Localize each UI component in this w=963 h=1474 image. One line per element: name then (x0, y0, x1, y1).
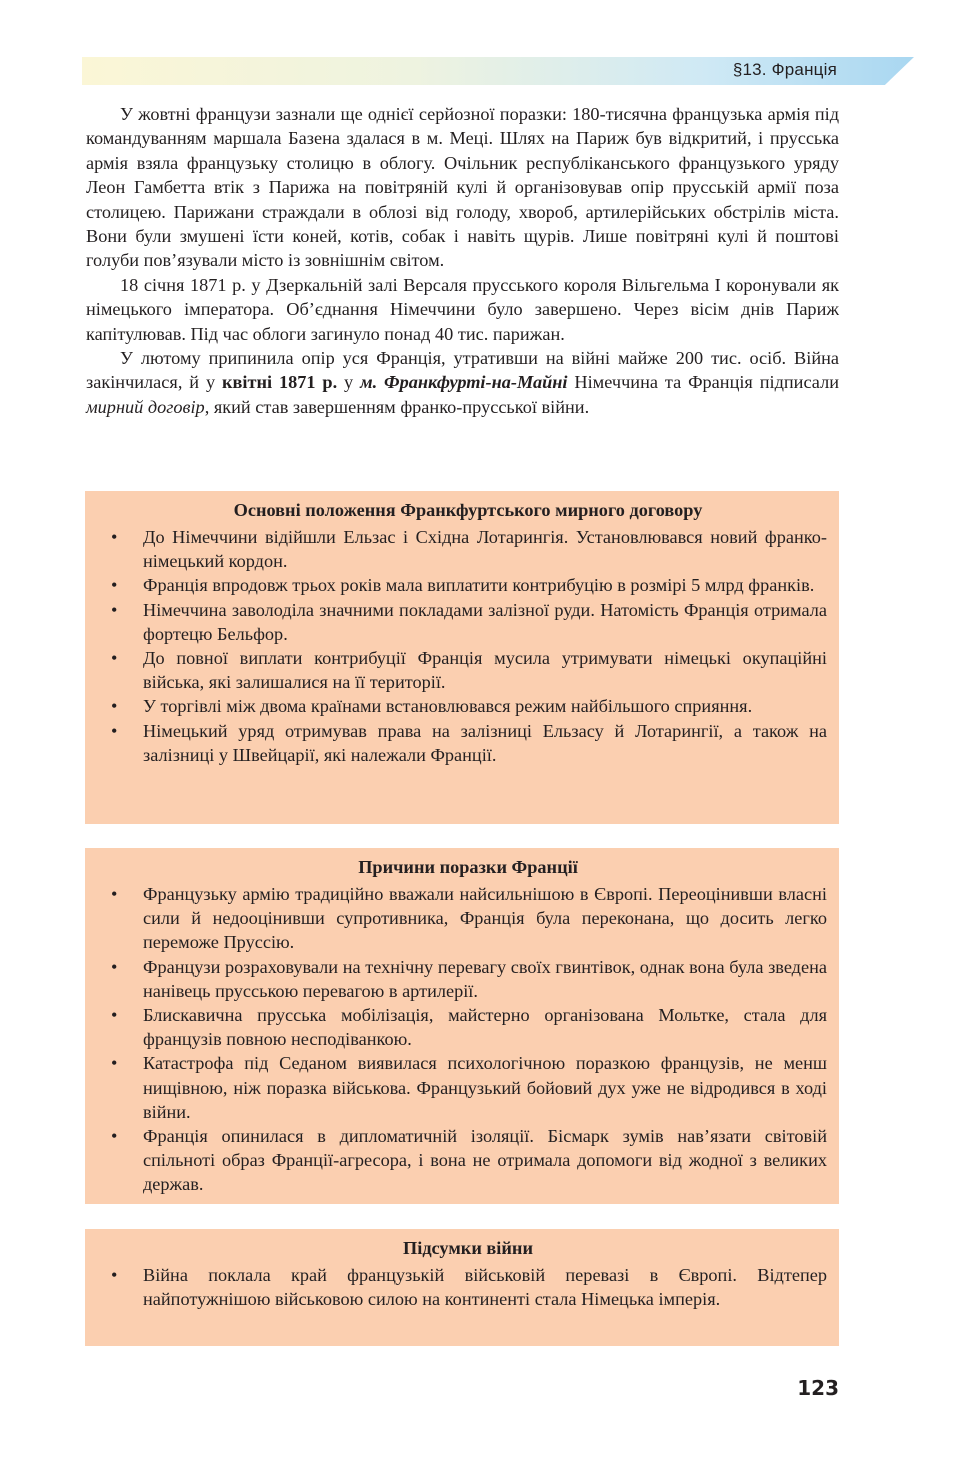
list-item-text: Німеччина заволоділа значними покладами залізної руди. Натомість Франція отримала фортецю Бельфор. (143, 599, 827, 644)
paragraph (86, 346, 839, 419)
list-item (109, 882, 827, 955)
list-item (109, 1124, 827, 1197)
bullet-icon: • (111, 884, 118, 904)
main-text (86, 102, 839, 419)
list-item (109, 955, 827, 1003)
list-item (109, 1263, 827, 1311)
treaty-box (85, 491, 839, 824)
bullet-icon: • (111, 575, 118, 596)
bullet-icon: • (111, 1053, 118, 1074)
text-run: у (337, 372, 361, 393)
list-item-text: Німецький уряд отримував права на залізниці Ельзасу й Лотарингії, а також на залізниці у Швейцарії, які належали Франції. (143, 720, 827, 765)
bold-italic-place: м. Франкфурті-на-Майні (360, 372, 568, 393)
list-item (109, 646, 827, 694)
list-item (109, 1051, 827, 1124)
bullet-icon: • (111, 1005, 118, 1026)
list-item (109, 1003, 827, 1051)
box-title: Основні положення Франкфуртського мирного договору (233, 500, 703, 520)
bullet-icon: • (111, 956, 118, 977)
text-run: У лютому припинила опір уся Франція, утративши на війні майже 200 тис. осіб. Війна закінчилася, й у (86, 348, 839, 393)
bullet-list (109, 882, 827, 1197)
list-item (109, 598, 827, 646)
bullet-list (109, 525, 827, 767)
list-item (109, 694, 827, 718)
paragraph: 18 січня 1871 р. у Дзеркальній залі Версаля прусського короля Вільгельма I коронували як німецького імператора. Об’єднання Німеччини було завершено. Через вісім днів Париж капітулював. Під час облоги загинуло понад 40 тис. парижан. (86, 274, 839, 344)
list-item (109, 525, 827, 573)
bold-date: квітні 1871 р. (221, 372, 338, 393)
box-title: Причини поразки Франції (358, 857, 578, 877)
list-item-text: Війна поклала край французькій військовій перевазі в Європі. Відтепер найпотужнішою військовою силою на континенті стала Німецька імперія. (143, 1265, 827, 1310)
italic-term: мирний договір (86, 396, 205, 417)
bullet-icon: • (111, 1126, 118, 1147)
war-results-box (85, 1229, 839, 1346)
section-title: §13. Франція (732, 60, 837, 79)
bullet-icon: • (111, 720, 118, 741)
text-run: Німеччина та Франція підписали (567, 372, 839, 393)
list-item (109, 573, 827, 597)
list-item-text: Французи розраховували на технічну перевагу своїх гвинтівок, однак вона була зведена нанівець прусською перевагою в артилерії. (143, 956, 827, 1001)
list-item-text: У торгівлі між двома країнами встановлювався режим найбільшого сприяння. (143, 696, 753, 717)
list-item-text: До Німеччини відійшли Ельзас і Східна Лотарингія. Установлювався новий франко-німецький кордон. (143, 527, 827, 572)
box-title: Підсумки війни (403, 1238, 533, 1258)
bullet-icon: • (111, 696, 118, 717)
bullet-list (109, 1263, 827, 1311)
list-item-text: Франція опинилася в дипломатичній ізоляції. Бісмарк зумів нав’язати світовій спільноті образ Франції-агресора, і вона не отримала допомоги від жодної з великих держав. (143, 1126, 827, 1195)
list-item (109, 719, 827, 767)
list-item-text: Франція впродовж трьох років мала виплатити контрибуцію в розмірі 5 млрд франків. (143, 575, 815, 596)
bullet-icon: • (111, 599, 118, 620)
bullet-icon: • (111, 648, 118, 669)
list-item-text: Катастрофа під Седаном виявилася психологічною поразкою французів, не менш нищівною, ніж поразка військова. Французький бойовий дух уже не відродився в ході війни. (143, 1053, 827, 1122)
list-item-text: Блискавична прусська мобілізація, майстерно організована Мольтке, стала для французів повною несподіванкою. (143, 1005, 827, 1050)
list-item-text: До повної виплати контрибуції Франція мусила утримувати німецькі окупаційні війська, які залишалися на її території. (143, 648, 827, 693)
bullet-icon: • (111, 527, 118, 547)
text-run: , який став завершенням франко-прусської війни. (204, 396, 590, 417)
list-item-text: Французьку армію традиційно вважали найсильнішою в Європі. Переоцінивши власні сили й недооцінивши супротивника, Франція була переконана, що досить легко переможе Пруссію. (143, 884, 827, 953)
bullet-icon: • (111, 1265, 118, 1285)
page-number: 123 (797, 1376, 839, 1400)
defeat-causes-box (85, 848, 839, 1204)
paragraph: У жовтні французи зазнали ще однієї серйозної поразки: 180-тисячна французька армія під командуванням маршала Базена здалася в м. Меці. Шлях на Париж був відкритий, і прусська армія взяла французьку столицю в облогу. Очільник республіканського французького уряду Леон Гамбетта втік з Парижа на повітряній кулі й організовував опір прусській армії поза столицею. Парижани страждали в облозі від голоду, хвороб, артилерійських обстрілів міста. Вони були змушені їсти коней, котів, собак і навіть щурів. Лише повітряні кулі й поштові голуби пов’язували місто із зовнішнім світом. (86, 104, 839, 271)
